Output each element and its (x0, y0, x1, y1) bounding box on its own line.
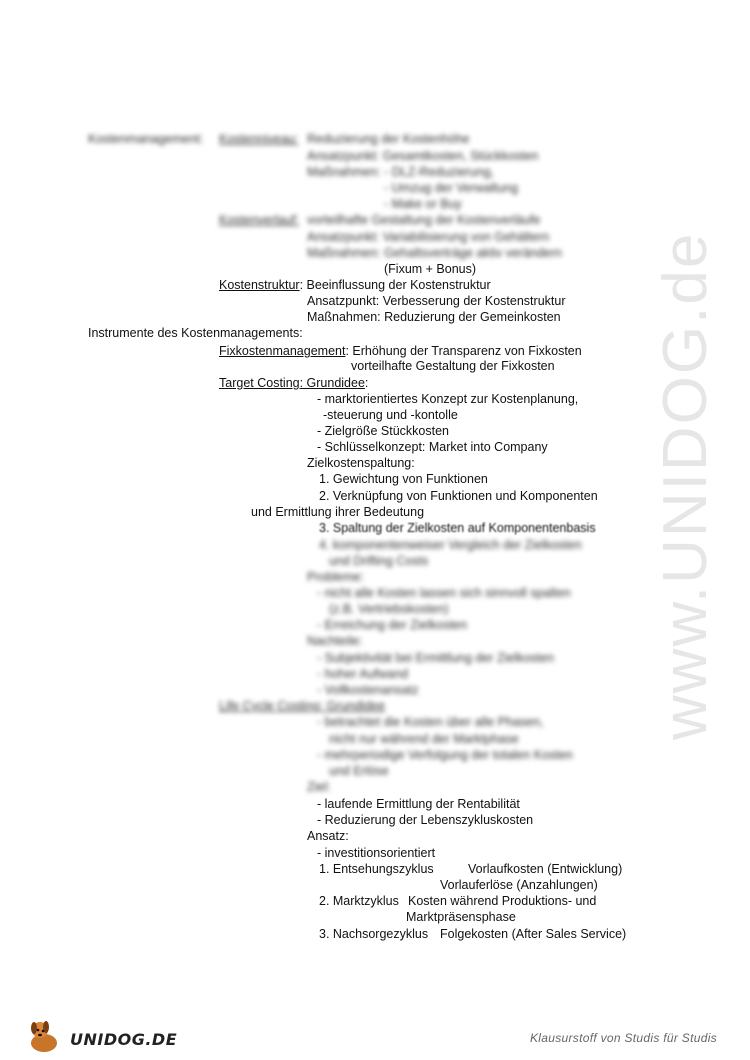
text-line: vorteilhafte Gestaltung der Fixkosten (351, 359, 555, 373)
blurred-text: - Erreichung der Zielkosten (317, 618, 468, 632)
text-line: Vorlaufkosten (Entwicklung) (468, 862, 623, 876)
blurred-label: Kostenniveau: (219, 132, 299, 146)
blurred-text: und Drifting Costs (329, 554, 429, 568)
blurred-text: Nachteile: (307, 634, 363, 648)
text-line: - investitionsorientiert (317, 846, 436, 860)
blurred-text: Ansatzpunkt: Variabilisierung von Gehältern (307, 230, 550, 244)
text-line: (Fixum + Bonus) (384, 262, 477, 276)
blurred-text: Maßnahmen: - DLZ-Reduzierung, (307, 165, 494, 179)
text-line: - Zielgröße Stückkosten (317, 424, 449, 438)
text-line: 1. Gewichtung von Funktionen (319, 472, 488, 486)
target-costing-colon: : (364, 376, 369, 390)
text-line: - laufende Ermittlung der Rentabilität (317, 797, 520, 811)
fixkosten-line (219, 343, 582, 359)
footer-logo (20, 1016, 178, 1056)
blurred-text: 4. komponentenweiser Vergleich der Zielkosten (319, 538, 582, 552)
text-line: 2. Verknüpfung von Funktionen und Komponenten (319, 489, 598, 503)
kostenstruktur-line (219, 277, 491, 293)
blurred-text: - Vollkostenansatz (317, 683, 419, 697)
text-line: - marktorientiertes Konzept zur Kostenplanung, (317, 392, 579, 406)
blurred-text: (z.B. Vertriebskosten) (329, 602, 449, 616)
blurred-text: Reduzierung der Kostenhöhe (307, 132, 470, 146)
text-line: 3. Nachsorgezyklus (319, 927, 429, 941)
blurred-text: Ziel: (307, 780, 331, 794)
text-line: -steuerung und -kontolle (323, 408, 458, 422)
blurred-text: - Make or Buy (384, 197, 462, 211)
blurred-text: nicht nur während der Marktphase (329, 732, 519, 746)
blurred-text: Maßnahmen: Gehaltsverträge aktiv verändern (307, 246, 562, 260)
blurred-text: - hoher Aufwand (317, 667, 409, 681)
text-line: 3. Spaltung der Zielkosten auf Komponentenbasis (319, 521, 596, 535)
text-line: Kosten während Produktions- und (408, 894, 597, 908)
text-line: Maßnahmen: Reduzierung der Gemeinkosten (307, 310, 561, 324)
kostenstruktur-text: : Beeinflussung der Kostenstruktur (299, 278, 491, 292)
text-line: und Ermittlung ihrer Bedeutung (251, 505, 425, 519)
blurred-text: - nicht alle Kosten lassen sich sinnvoll spalten (317, 586, 571, 600)
blurred-text: - Subjektivität bei Ermittlung der Zielkosten (317, 651, 554, 665)
blurred-text: Probleme: (307, 570, 364, 584)
fixkosten-label: Fixkostenmanagement (219, 344, 346, 358)
section-heading: Instrumente des Kostenmanagements: (88, 326, 303, 340)
kostenstruktur-label: Kostenstruktur (219, 278, 300, 292)
blurred-text: und Erlöse (329, 764, 389, 778)
watermark-text: www.UNIDOG.de (651, 231, 720, 740)
blurred-text: Ansatzpunkt: Gesamtkosten, Stückkosten (307, 149, 539, 163)
footer-note: Klausurstoff von Studis für Studis (530, 1031, 717, 1045)
text-line: Folgekosten (After Sales Service) (440, 927, 627, 941)
blurred-heading: Kostenmanagement: (88, 132, 204, 146)
dog-logo-icon (24, 1016, 64, 1056)
logo-text: UNIDOG.DE (70, 1030, 178, 1049)
text-line: Zielkostenspaltung: (307, 456, 415, 470)
blurred-label: Life Cycle Costing: Grundidee (219, 699, 386, 713)
blurred-text: vorteilhafte Gestaltung der Kostenverläufe (307, 213, 541, 227)
text-line: Vorlauferlöse (Anzahlungen) (440, 878, 598, 892)
target-costing-label: Target Costing: Grundidee (219, 376, 365, 390)
text-line: 1. Entsehungszyklus (319, 862, 434, 876)
blurred-text: - mehrperiodige Verfolgung der totalen Kosten (317, 748, 573, 762)
blurred-label: Kostenverlauf: (219, 213, 299, 227)
text-line: - Reduzierung der Lebenszykluskosten (317, 813, 534, 827)
target-costing-line (219, 375, 368, 391)
text-line: Ansatz: (307, 829, 349, 843)
text-line: Ansatzpunkt: Verbesserung der Kostenstruktur (307, 294, 566, 308)
text-line: - Schlüsselkonzept: Market into Company (317, 440, 548, 454)
text-line: 2. Marktzyklus (319, 894, 399, 908)
fixkosten-text: : Erhöhung der Transparenz von Fixkosten (345, 344, 582, 358)
text-line: Marktpräsensphase (406, 910, 516, 924)
watermark (650, 231, 750, 740)
blurred-text: - betrachtet die Kosten über alle Phasen, (317, 715, 544, 729)
blurred-text: - Umzug der Verwaltung (384, 181, 519, 195)
